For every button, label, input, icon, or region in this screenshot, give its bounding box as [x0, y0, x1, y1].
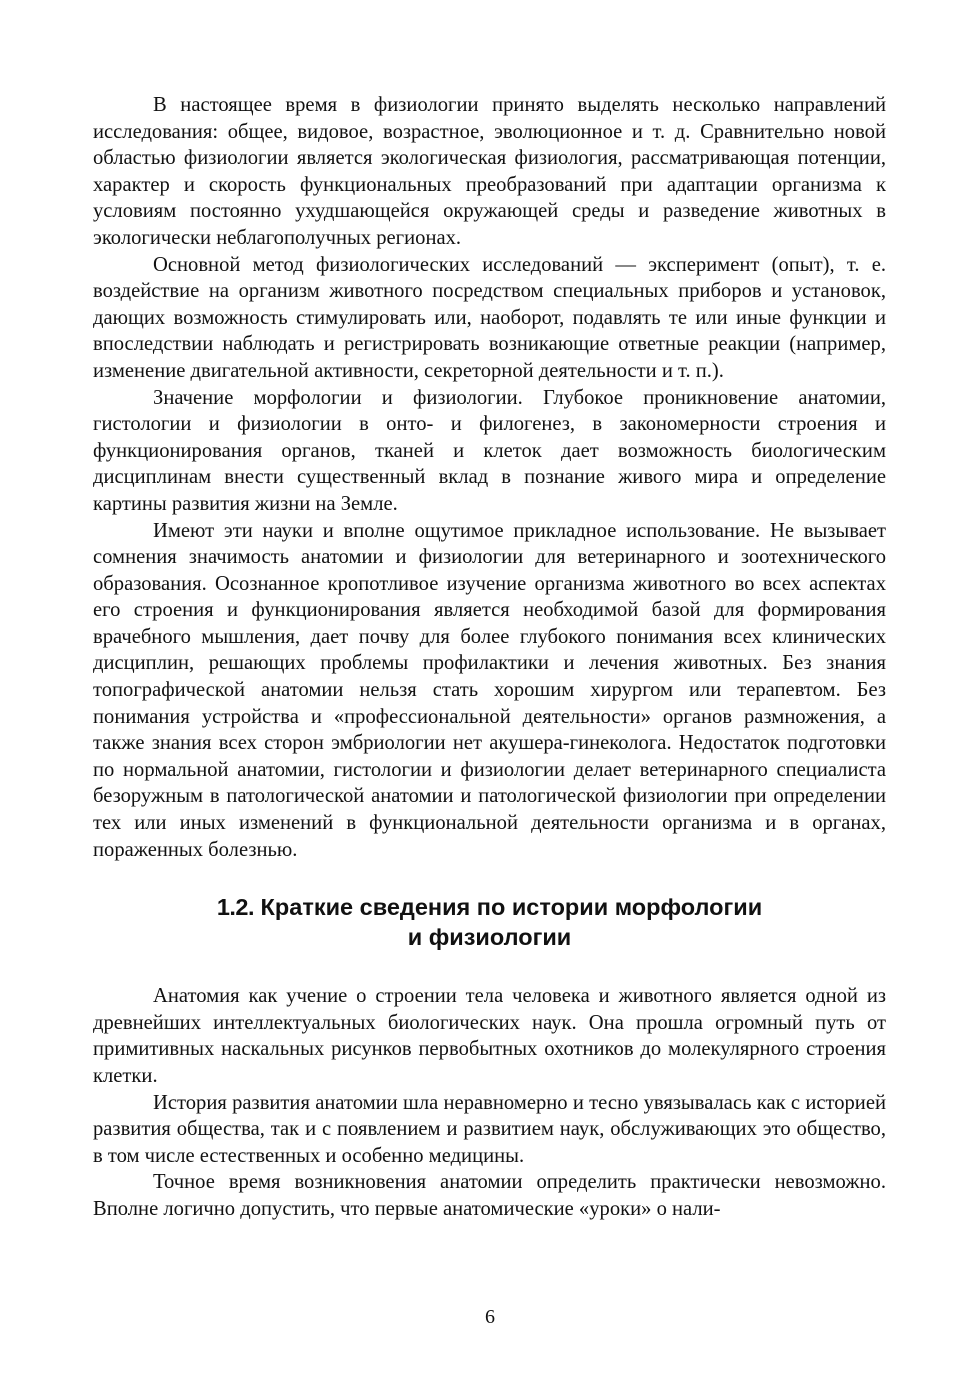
paragraph-applied-use: Имеют эти науки и вполне ощутимое прикладное использование. Не вызывает сомнения значимость анатомии и физиологии для ветеринарного и зоотехнического образования. Осознанное кропотливое изучение организма животного во всех аспектах его строения и функционирования является необходимой базой для формирования врачебного мышления, дает почву для более глубокого понимания всех клинических дисциплин, решающих проблемы профилактики и лечения животных. Без знания топографической анатомии нельзя стать хорошим хирургом или терапевтом. Без понимания устройства и «профессиональной деятельности» органов размножения, а также знания всех сторон эмбриологии нет акушера-гинеколога. Недостаток подготовки по нормальной анатомии, гистологии и физиологии делает ветеринарного специалиста безоружным в патологической анатомии и патологической физиологии при определении тех или иных изменений в функциональной деятельности организма и в органах, пораженных болезнью. — [93, 519, 886, 861]
paragraph-experiment-method: Основной метод физиологических исследований — эксперимент (опыт), т. е. воздействие на организм животного посредством специальных приборов и установок, дающих возможность стимулировать или, наоборот, подавлять те или иные функции и впоследствии наблюдать и регистрировать возникающие ответные реакции (например, изменение двигательной активности, секреторной деятельности и т. п.). — [93, 253, 886, 382]
section-number: 1.2. — [216, 894, 255, 921]
page-body — [93, 92, 886, 1223]
paragraph-physiology-directions: В настоящее время в физиологии принято выделять несколько направлений исследования: общее, видовое, возрастное, эволюционное и т. д. Сравнительно новой областью физиологии является экологическая физиология, рассматривающая потенции, характер и скорость функциональных преобразований при адаптации организма к условиям постоянно ухудшающейся окружающей среды и разведение животных в экологически неблагополучных регионах. — [93, 94, 886, 249]
paragraph-anatomy-origin: Точное время возникновения анатомии определить практически невозможно. Вполне логично допустить, что первые анатомические «уроки» о нали- — [93, 1171, 886, 1220]
section-heading — [93, 892, 886, 952]
paragraph-anatomy-history: История развития анатомии шла неравномерно и тесно увязывалась как с историей развития общества, так и с появлением и развитием наук, обслуживающих это общество, в том числе естественных и особенно медицины. — [93, 1091, 886, 1167]
page-number: 6 — [485, 1306, 495, 1328]
section-title-line1: Краткие сведения по истории морфологии — [260, 894, 763, 921]
paragraph-anatomy-intro: Анатомия как учение о строении тела человека и животного является одной из древнейших интеллектуальных биологических наук. Она прошла огромный путь от примитивных наскальных рисунков первобытных охотников до молекулярного строения клетки. — [93, 985, 886, 1087]
section-title-line2: и физиологии — [407, 924, 572, 951]
paragraph-significance: Значение морфологии и физиологии. Глубокое проникновение анатомии, гистологии и физиологии в онто- и филогенез, в закономерности строения и функционирования органов, тканей и клеток дает возможность биологическим дисциплинам внести существенный вклад в познание живого мира и определение картины развития жизни на Земле. — [93, 386, 886, 515]
